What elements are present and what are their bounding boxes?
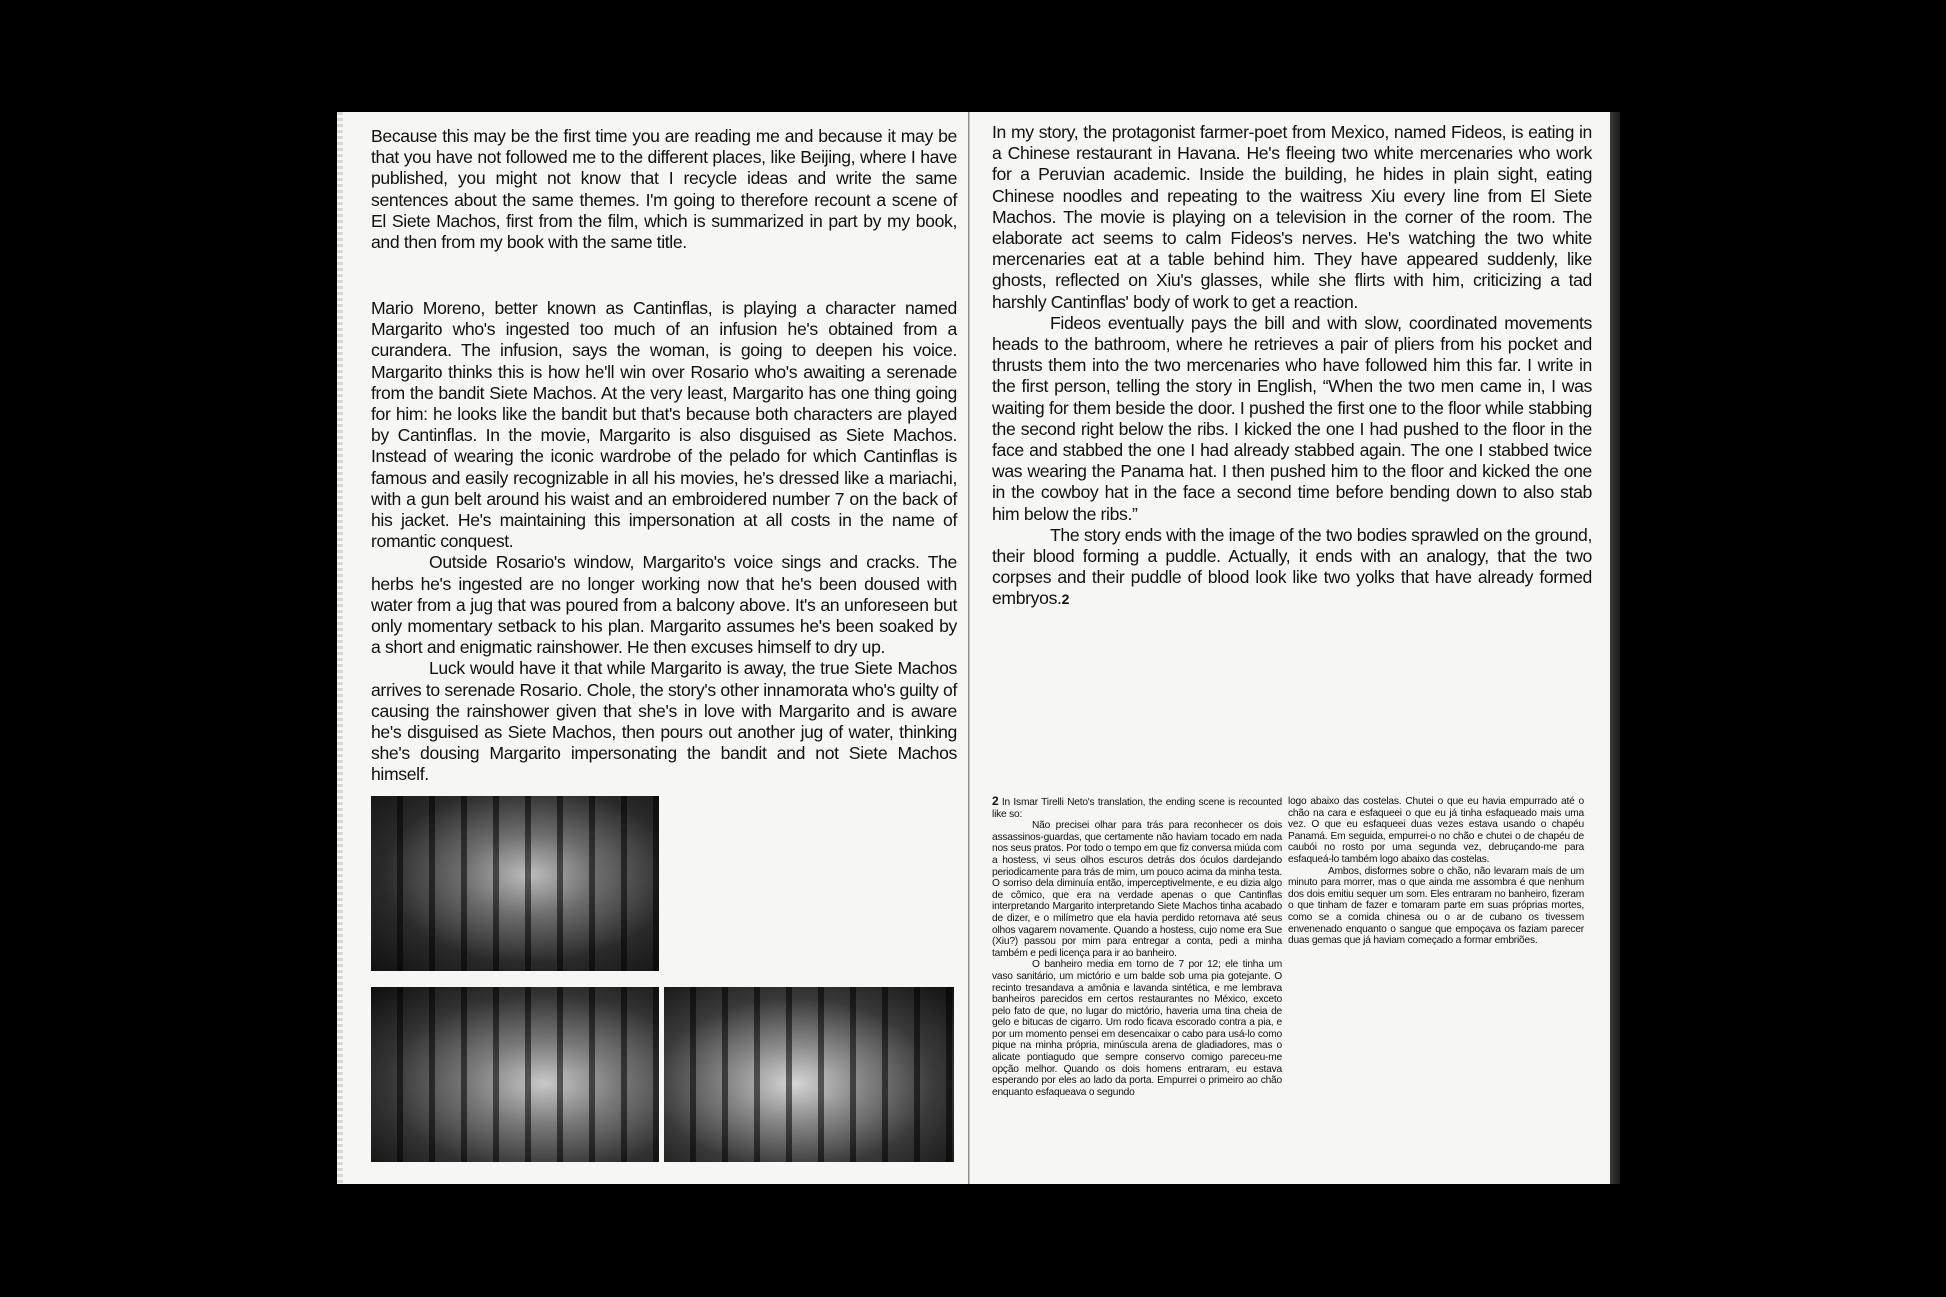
story-paragraph-2: Fideos eventually pays the bill and with slow, coordinated movements heads to the bathroom, where he retrieves a pair of pliers from his pocket and thrusts them into the two mercenaries who have followed him this far. I write in the first person, telling the story in English, “When the two men came in, I was waiting for them beside the door. I pushed the first one to the floor while stabbing the second right below the ribs. I kicked the one I had pushed to the floor in the face and stabbed the one I had already stabbed again. The one I stabbed twice was wearing the Panama hat. I then pushed him to the floor and kicked the one in the cowboy hat in the face a second time before bending down to also stab him below the ribs.” [992, 312, 1592, 524]
story-text [992, 122, 1592, 611]
footnote-paragraph-4: Ambos, disformes sobre o chão, não levaram mais de um minuto para morrer, mas o que ainda me assombra é que nenhum dos dois emitiu sequer um som. Eles entraram no banheiro, fizeram o que tinham de fazer e tomaram parte em suas próprias mortes, como se a comida chinesa ou o ar de cubano os tivessem envenenado enquanto o sangue que empoçava os faziam parecer duas gemas que já haviam começado a formar embriões. [1288, 865, 1584, 947]
film-still-2 [371, 987, 659, 1162]
footnote-lead [992, 796, 1282, 820]
intro-paragraph: Because this may be the first time you are reading me and because it may be that you have not followed me to the different places, like Beijing, where I have published, you might not know that I recycle ideas and write the same sentences about the same themes. I'm going to therefore recount a scene of El Siete Machos, first from the film, which is summarized in part by my book, and then from my book with the same title. [371, 126, 957, 253]
page-stack-edge [1610, 112, 1620, 1184]
story-paragraph-3-text: The story ends with the image of the two bodies sprawled on the ground, their blood forming a puddle. Actually, it ends with an analogy, that the two corpses and their puddle of blood look like two yolks that have already formed embryos. [992, 524, 1592, 609]
story-paragraph-1: In my story, the protagonist farmer-poet from Mexico, named Fideos, is eating in a Chinese restaurant in Havana. He's fleeing two white mercenaries who work for a Peruvian academic. Inside the building, he hides in plain sight, eating Chinese noodles and repeating to the waitress Xiu every line from El Siete Machos. The movie is playing on a television in the corner of the room. The elaborate act seems to calm Fideos's nerves. He's watching the two white mercenaries eat at a table behind him. They have appeared suddenly, like ghosts, reflected on Xiu's glasses, while she flirts with him, criticizing a tad harshly Cantinflas' body of work to get a reaction. [992, 122, 1592, 312]
film-still-3 [664, 987, 954, 1162]
footnote-column-1 [992, 796, 1282, 1098]
film-still-1 [371, 796, 659, 971]
footnote-marker: 2 [1061, 591, 1069, 608]
summary-paragraph-3: Luck would have it that while Margarito is away, the true Siete Machos arrives to serenade Rosario. Chole, the story's other innamorata who's guilty of causing the rainshower given that she's in love with Margarito and is aware he's disguised as Siete Machos, then pours out another jug of water, thinking she's dousing Margarito impersonating the bandit and not Siete Machos himself. [371, 658, 958, 785]
footnote-lead-text: In Ismar Tirelli Neto's translation, the ending scene is recounted like so: [992, 797, 1282, 820]
footnote-paragraph-1: Não precisei olhar para trás para reconhecer os dois assassinos-guardas, que certamente não haviam tocado em nada nos seus pratos. Por todo o tempo em que fiz conversa miúda com a hostess, vi seus olhos escuros detrás dos óculos dardejando periodicamente para trás de mim, um pouco acima da minha testa. O sorriso dela diminuía então, imperceptivelmente, e eu dizia algo de cômico, que era na verdade apenas o que Cantinflas interpretando Margarito interpretando Siete Machos tinha acabado de dizer, e o milímetro que ela havia perdido retornava até seus olhos vagarem novamente. Quando a hostess, cujo nome era Sue (Xiu?) passou por mim para entregar a conta, pedi a minha também e pedi licença para ir ao banheiro. [992, 820, 1282, 959]
story-paragraph-3 [992, 525, 1592, 611]
page-edge-marks [337, 112, 343, 1184]
footnote-number: 2 [992, 794, 999, 808]
footnote-paragraph-3: logo abaixo das costelas. Chutei o que eu havia empurrado até o chão na cara e esfaqueei o que eu já tinha esfaqueado mais uma vez. O que eu esfaqueei duas vezes estava usando o chapéu Panamá. Em seguida, empurrei-o no chão e chutei o de chapéu de caubói no rosto por uma segunda vez, debruçando-me para esfaqueá-lo também logo abaixo das costelas. [1288, 796, 1584, 865]
film-summary [371, 298, 957, 786]
footnote-paragraph-2: O banheiro media em torno de 7 por 12; ele tinha um vaso sanitário, um mictório e um balde sob uma pia gotejante. O recinto tresandava a amônia e lavanda sintética, e me lembrava banheiros parecidos em certos restaurantes no México, exceto pelo fato de que, no lugar do mictório, haveria uma tina cheia de gelo e bitucas de cigarro. Um rodo ficava escorado contra a pia, e por um momento pensei em desencaixar o cabo para usá-lo como pique na minha própria, minúscula arena de gladiadores, mas o alicate pontiagudo que sempre conservo comigo pareceu-me opção melhor. Quando os dois homens entraram, eu estava esperando por eles ao lado da porta. Empurrei o primeiro ao chão enquanto esfaqueava o segundo [992, 959, 1282, 1098]
summary-paragraph-2: Outside Rosario's window, Margarito's voice sings and cracks. The herbs he's ingested are no longer working now that he's been doused with water from a jug that was poured from a balcony above. It's an unforeseen but only momentary setback to his plan. Margarito assumes he's been soaked by a short and enigmatic rainshower. He then excuses himself to dry up. [371, 552, 957, 658]
footnote-column-2 [1288, 796, 1584, 947]
summary-paragraph-1: Mario Moreno, better known as Cantinflas, is playing a character named Margarito who's ingested too much of an infusion he's obtained from a curandera. The infusion, says the woman, is going to deepen his voice. Margarito thinks this is how he'll win over Rosario who's awaiting a serenade from the bandit Siete Machos. At the very least, Margarito has one thing going for him: he looks like the bandit but that's because both characters are played by Cantinflas. In the movie, Margarito is also disguised as Siete Machos. Instead of wearing the iconic wardrobe of the pelado for which Cantinflas is famous and easily recognizable in all his movies, he's dressed like a mariachi, with a gun belt around his waist and an embroidered number 7 on the back of his jacket. He's maintaining this impersonation at all costs in the name of romantic conquest. [371, 298, 957, 552]
left-page [337, 112, 969, 1184]
right-page [970, 112, 1610, 1184]
